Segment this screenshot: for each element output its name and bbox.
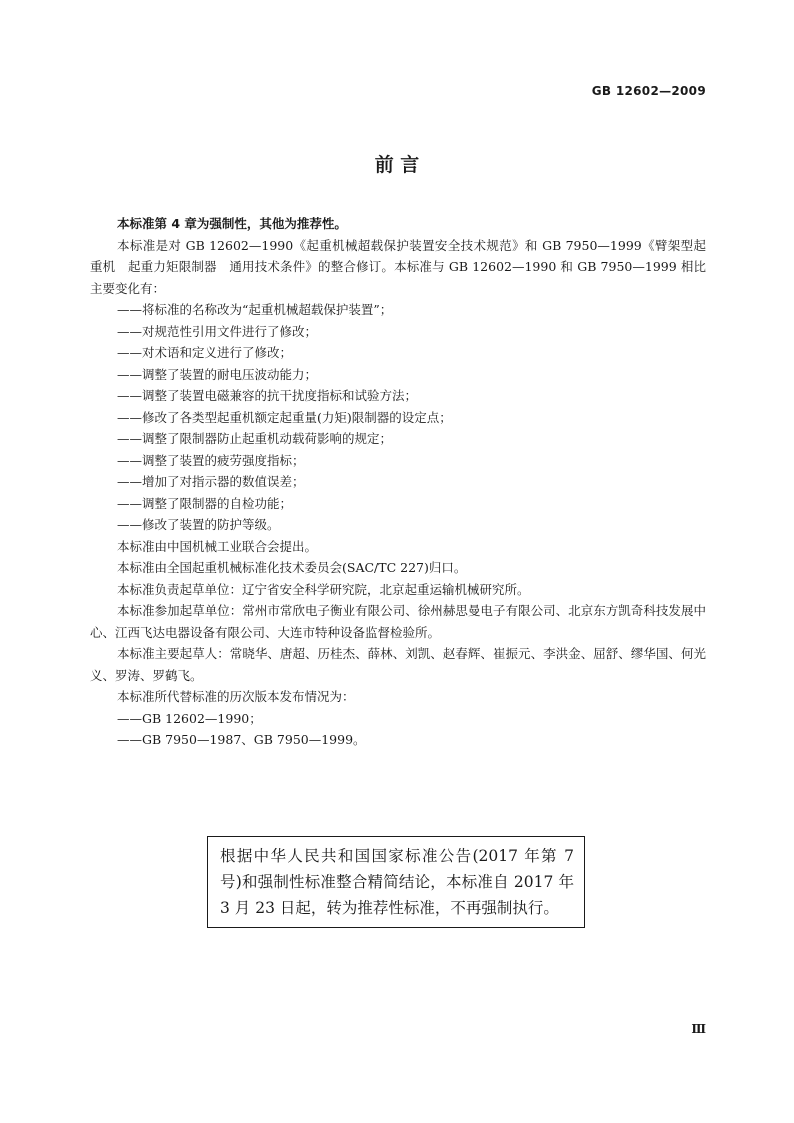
list-item: ——修改了装置的防护等级。 bbox=[117, 517, 280, 532]
standard-code: GB 12602—2009 bbox=[591, 84, 706, 98]
responsible-committee-paragraph: 本标准由全国起重机械标准化技术委员会(SAC/TC 227)归口。 bbox=[117, 560, 467, 575]
list-item: ——调整了装置的疲劳强度指标； bbox=[117, 452, 305, 468]
history-intro-paragraph: 本标准所代替标准的历次版本发布情况为： bbox=[117, 689, 355, 704]
list-item: ——增加了对指示器的数值误差； bbox=[117, 474, 305, 489]
list-item: ——对规范性引用文件进行了修改； bbox=[117, 323, 318, 339]
notice-box: 根据中华人民共和国国家标准公告(2017 年第 7 号)和强制性标准整合精简结论，本标准自 2017 年 3 月 23 日起，转为推荐性标准，不再强制执行。 bbox=[207, 836, 585, 928]
list-item: ——调整了限制器防止起重机动载荷影响的规定； bbox=[117, 431, 393, 446]
proposer-paragraph: 本标准由中国机械工业联合会提出。 bbox=[117, 538, 318, 554]
list-item: ——GB 7950—1987、GB 7950—1999。 bbox=[117, 732, 366, 747]
participating-units-paragraph: 本标准参加起草单位：常州市常欣电子衡业有限公司、徐州赫思曼电子有限公司、北京东方凯奇科技发展中心、江西飞达电器设备有限公司、大连市特种设备监督检验所。 bbox=[90, 603, 706, 640]
list-item: ——调整了限制器的自检功能； bbox=[117, 495, 293, 511]
intro-paragraph: 本标准是对 GB 12602—1990《起重机械超载保护装置安全技术规范》和 GB 7950—1999《臂架型起重机 起重力矩限制器 通用技术条件》的整合修订。本标准与 GB 12602—1990 和 GB 7950—1999 相比主要变化有： bbox=[90, 237, 706, 296]
page-number: Ⅲ bbox=[691, 1022, 706, 1036]
page-title: 前 言 bbox=[374, 154, 420, 176]
history-list bbox=[90, 708, 706, 751]
list-item: ——调整了装置的耐电压波动能力； bbox=[117, 366, 318, 382]
list-item: ——修改了各类型起重机额定起重量(力矩)限制器的设定点； bbox=[117, 409, 452, 425]
list-item: ——对术语和定义进行了修改； bbox=[117, 345, 293, 360]
list-item: ——调整了装置电磁兼容的抗干扰度指标和试验方法； bbox=[117, 388, 418, 403]
mandatory-clause-statement: 本标准第 4 章为强制性，其他为推荐性。 bbox=[117, 216, 347, 231]
list-item: ——将标准的名称改为“起重机械超载保护装置”； bbox=[117, 302, 393, 317]
changes-list bbox=[90, 299, 706, 536]
foreword-body bbox=[90, 213, 706, 751]
list-item: ——GB 12602—1990； bbox=[117, 710, 262, 726]
lead-drafting-units-paragraph: 本标准负责起草单位：辽宁省安全科学研究院，北京起重运输机械研究所。 bbox=[117, 581, 530, 597]
main-drafters-paragraph: 本标准主要起草人：常晓华、唐超、历桂杰、薛林、刘凯、赵春辉、崔振元、李洪金、屈舒、缪华国、何光义、罗涛、罗鹤飞。 bbox=[90, 646, 706, 683]
